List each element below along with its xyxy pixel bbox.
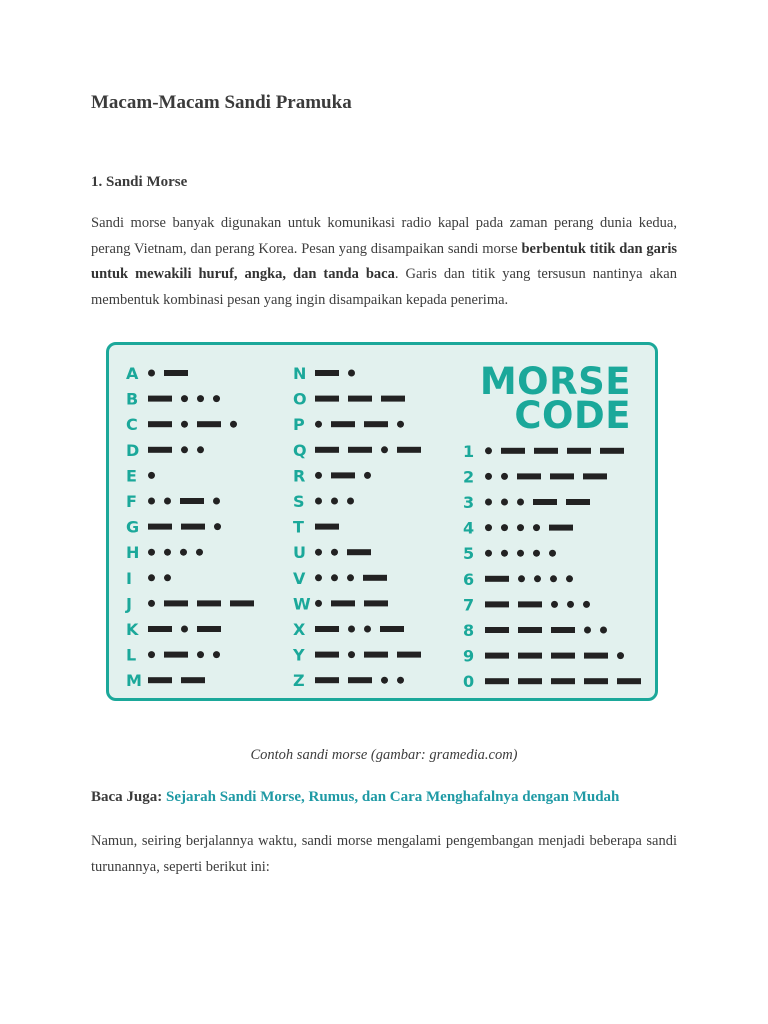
morse-dash [230, 600, 254, 606]
number-char-3: 3 [463, 493, 475, 512]
morse-dot [517, 524, 524, 531]
morse-dash [181, 524, 205, 530]
morse-dash [364, 652, 388, 658]
morse-dot [348, 651, 355, 658]
morse-dash [501, 448, 525, 454]
letter-row-d [126, 441, 204, 460]
morse-dot [501, 499, 508, 506]
letter-char-s: S [293, 492, 305, 511]
morse-chart-title-line1: MORSE [479, 360, 631, 403]
morse-dash [567, 448, 591, 454]
number-char-1: 1 [463, 441, 475, 461]
morse-dot [485, 550, 492, 557]
morse-dot [583, 601, 590, 608]
morse-dash [364, 600, 388, 606]
morse-dot [533, 550, 540, 557]
morse-dot [197, 446, 204, 453]
morse-dash [583, 473, 607, 479]
morse-dot [148, 370, 155, 377]
morse-dash [197, 626, 221, 632]
morse-dot [550, 575, 557, 582]
morse-dot [584, 627, 591, 634]
morse-dot [364, 472, 371, 479]
number-char-0: 0 [463, 672, 475, 692]
number-row-5 [463, 544, 556, 563]
letter-char-b: B [126, 389, 139, 409]
morse-dot [551, 601, 558, 608]
morse-dot [148, 574, 155, 581]
letter-char-c: C [126, 415, 138, 435]
morse-dash [485, 653, 509, 659]
number-row-9 [463, 647, 624, 666]
letter-row-z [293, 671, 404, 690]
morse-dash [148, 421, 172, 427]
intro-text-a: Sandi morse banyak digunakan untuk komunikasi radio kapal pada zaman perang dunia kedua, perang Vietnam, dan perang Korea. Pesan yang disampaikan sandi morse [91, 215, 677, 257]
morse-dot [148, 549, 155, 556]
morse-dot [180, 549, 187, 556]
morse-dash [331, 421, 355, 427]
number-char-9: 9 [463, 646, 475, 666]
intro-bold-text: berbentuk titik dan garis untuk mewakili huruf, angka, dan tanda baca [91, 240, 677, 282]
number-row-7 [463, 595, 590, 614]
read-also-link[interactable]: Sejarah Sandi Morse, Rumus, dan Cara Menghafalnya dengan Mudah [166, 789, 620, 805]
morse-dot [148, 498, 155, 505]
number-char-7: 7 [463, 595, 475, 615]
number-char-6: 6 [463, 569, 475, 589]
letter-row-l [126, 646, 220, 665]
letter-row-r [293, 466, 371, 485]
morse-dash [551, 627, 575, 633]
letter-row-j [125, 594, 254, 613]
morse-dot [181, 395, 188, 402]
morse-dot [501, 473, 508, 480]
letter-char-y: Y [293, 645, 305, 665]
morse-dot [381, 446, 388, 453]
number-row-6 [463, 570, 573, 589]
letter-char-u: U [293, 543, 306, 563]
letter-char-o: O [293, 389, 307, 409]
letter-row-e [126, 466, 155, 485]
morse-dash [148, 524, 172, 530]
letter-row-f [126, 492, 220, 511]
letter-char-q: Q [293, 440, 307, 460]
letter-char-n: N [293, 364, 307, 383]
morse-dot [315, 498, 322, 505]
morse-dash [600, 448, 624, 454]
morse-dot [485, 524, 492, 531]
morse-dash [518, 678, 542, 684]
morse-dash [363, 575, 387, 581]
morse-dot [230, 421, 237, 428]
morse-dot [617, 652, 624, 659]
morse-dash [518, 627, 542, 633]
morse-dash [584, 678, 608, 684]
morse-dash [381, 396, 405, 402]
morse-dot [331, 574, 338, 581]
morse-dot [197, 651, 204, 658]
morse-dash [331, 472, 355, 478]
intro-paragraph [91, 211, 677, 313]
letter-char-w: W [293, 594, 311, 614]
morse-dash [348, 677, 372, 683]
letter-char-t: T [293, 517, 304, 537]
read-also-label: Baca Juga: [91, 789, 163, 805]
number-char-2: 2 [463, 467, 475, 487]
morse-dot [485, 499, 492, 506]
morse-dash [551, 678, 575, 684]
morse-dash [315, 370, 339, 376]
letter-row-h [126, 543, 203, 562]
morse-dash [518, 601, 542, 607]
morse-dot [518, 575, 525, 582]
morse-dot [331, 549, 338, 556]
morse-dot [381, 677, 388, 684]
morse-dot [164, 574, 171, 581]
letter-row-p [293, 415, 404, 434]
letter-row-i [126, 569, 171, 588]
morse-dash [164, 652, 188, 658]
morse-dot [566, 575, 573, 582]
morse-dot [397, 421, 404, 428]
morse-dot [148, 472, 155, 479]
letter-row-k [126, 620, 221, 639]
morse-dot [181, 446, 188, 453]
morse-dot [181, 421, 188, 428]
morse-dash [485, 576, 509, 582]
morse-dash [348, 396, 372, 402]
morse-dash [315, 677, 339, 683]
morse-dash [397, 652, 421, 658]
morse-dot [567, 601, 574, 608]
letter-char-k: K [126, 620, 139, 639]
morse-dot [517, 499, 524, 506]
morse-dot [315, 472, 322, 479]
letter-char-e: E [126, 466, 137, 486]
morse-dash [197, 421, 221, 427]
number-row-8 [463, 621, 607, 640]
morse-dot [197, 395, 204, 402]
morse-dash [380, 626, 404, 632]
morse-dot [181, 626, 188, 633]
letter-char-j: J [126, 594, 132, 614]
morse-dot [517, 550, 524, 557]
image-caption: Contoh sandi morse (gambar: gramedia.com) [250, 747, 518, 763]
morse-dash [397, 447, 421, 453]
morse-dot [148, 651, 155, 658]
morse-dash [348, 447, 372, 453]
number-row-0 [463, 672, 641, 691]
morse-dash [534, 448, 558, 454]
morse-dash [315, 524, 339, 530]
morse-dot [549, 550, 556, 557]
morse-dot [315, 421, 322, 428]
letter-row-x [293, 620, 404, 639]
morse-dot [600, 627, 607, 634]
number-row-4 [463, 519, 573, 538]
number-char-4: 4 [463, 518, 475, 538]
morse-dash [566, 499, 590, 505]
morse-dot [214, 523, 221, 530]
morse-dash [517, 473, 541, 479]
letter-row-s [293, 492, 354, 511]
letter-char-a: A [126, 364, 139, 383]
morse-dot [315, 574, 322, 581]
number-char-5: 5 [463, 544, 475, 564]
letter-char-g: G [126, 517, 140, 537]
morse-dot [501, 550, 508, 557]
intro-text-b: . Garis dan titik yang tersusun nantinya akan membentuk kombinasi pesan yang ingin disampaikan kepada penerima. [91, 266, 677, 308]
letter-row-v [293, 569, 387, 588]
morse-dash [315, 396, 339, 402]
letter-char-d: D [126, 440, 140, 460]
morse-dot [213, 651, 220, 658]
read-also [91, 789, 619, 806]
letter-char-z: Z [293, 671, 305, 691]
morse-dash [197, 600, 221, 606]
morse-dot [534, 575, 541, 582]
followup-paragraph: Namun, seiring berjalannya waktu, sandi morse mengalami pengembangan menjadi beberapa sandi turunannya, seperti berikut ini: [91, 833, 677, 875]
letter-char-i: I [126, 568, 132, 588]
morse-dash [315, 447, 339, 453]
number-row-1 [463, 442, 624, 461]
letter-row-a [126, 364, 188, 383]
letter-row-c [126, 415, 237, 434]
letter-row-q [293, 441, 421, 460]
morse-dash [533, 499, 557, 505]
morse-dash [617, 678, 641, 684]
morse-dot [213, 395, 220, 402]
morse-dot [315, 549, 322, 556]
morse-code-chart-image [106, 342, 658, 701]
number-row-2 [463, 467, 607, 486]
letter-char-h: H [126, 543, 140, 563]
morse-dot [164, 498, 171, 505]
letter-row-u [293, 543, 371, 562]
number-row-3 [463, 493, 590, 512]
letter-row-o [293, 390, 405, 409]
letter-char-p: P [293, 415, 305, 435]
morse-dash [485, 678, 509, 684]
morse-dash [331, 600, 355, 606]
morse-dash [180, 498, 204, 504]
article-title: Macam-Macam Sandi Pramuka [91, 92, 352, 113]
morse-dot [315, 600, 322, 607]
morse-dot [364, 626, 371, 633]
morse-dot [485, 447, 492, 454]
morse-dot [348, 370, 355, 377]
morse-dash [347, 549, 371, 555]
letter-row-t [293, 518, 339, 537]
letter-row-b [126, 390, 220, 409]
morse-dash [551, 653, 575, 659]
morse-dot [164, 549, 171, 556]
letter-char-m: M [126, 671, 142, 691]
morse-dash [485, 601, 509, 607]
morse-dash [148, 447, 172, 453]
morse-dot [148, 600, 155, 607]
morse-dash [550, 473, 574, 479]
letter-char-x: X [293, 620, 306, 639]
morse-dot [347, 498, 354, 505]
morse-dot [213, 498, 220, 505]
morse-dash [148, 626, 172, 632]
morse-dash [584, 653, 608, 659]
morse-dash [315, 652, 339, 658]
morse-dash [364, 421, 388, 427]
letter-char-r: R [293, 466, 306, 486]
letter-row-m [126, 671, 205, 690]
number-char-8: 8 [463, 621, 475, 640]
morse-dash [549, 525, 573, 531]
morse-dash [164, 370, 188, 376]
morse-dot [485, 473, 492, 480]
morse-dot [501, 524, 508, 531]
morse-dot [348, 626, 355, 633]
morse-dot [347, 574, 354, 581]
letter-row-w [293, 594, 388, 613]
morse-dash [148, 396, 172, 402]
letter-char-f: F [126, 492, 137, 511]
morse-dash [518, 653, 542, 659]
morse-dot [533, 524, 540, 531]
morse-dash [485, 627, 509, 633]
morse-dot [397, 677, 404, 684]
morse-dash [164, 600, 188, 606]
letter-row-g [126, 518, 221, 537]
morse-dot [196, 549, 203, 556]
morse-chart-title-line2: CODE [514, 394, 631, 437]
morse-dash [315, 626, 339, 632]
letter-row-n [293, 364, 355, 383]
letter-row-y [292, 646, 421, 665]
section-heading-sandi-morse: 1. Sandi Morse [91, 174, 188, 190]
morse-dot [331, 498, 338, 505]
morse-dash [148, 677, 172, 683]
letter-char-v: V [293, 568, 306, 588]
letter-char-l: L [126, 645, 137, 665]
morse-dash [181, 677, 205, 683]
